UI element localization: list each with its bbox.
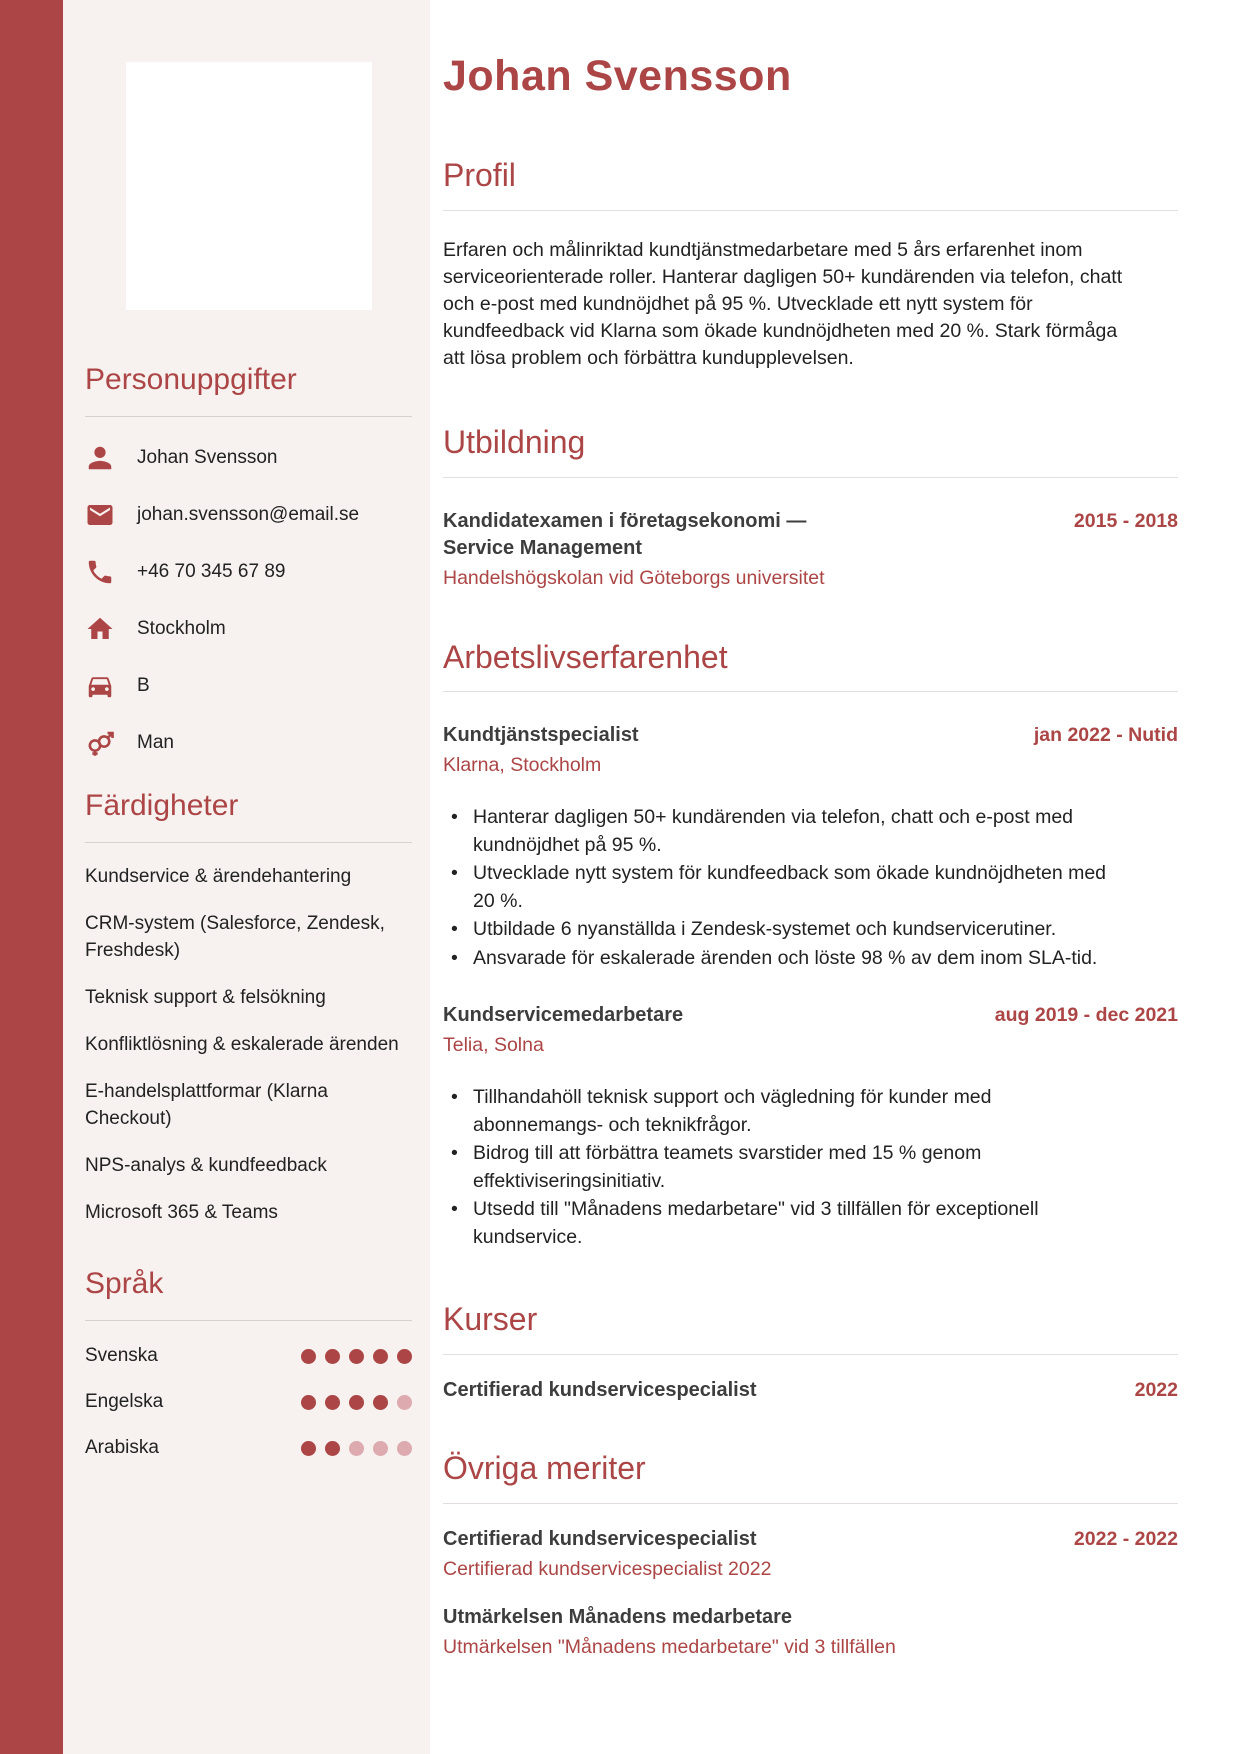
divider bbox=[443, 477, 1178, 478]
section-heading: Utbildning bbox=[443, 423, 586, 460]
language-label: Svenska bbox=[85, 1345, 158, 1366]
skill-item: E-handelsplattformar (Klarna Checkout) bbox=[85, 1081, 328, 1129]
entry-period: aug 2019 - dec 2021 bbox=[994, 1004, 1178, 1027]
entry-title: Kandidatexamen i företagsekonomi — Service Management bbox=[443, 509, 807, 559]
merit-entry bbox=[443, 1526, 1178, 1582]
level-dot-empty bbox=[349, 1441, 364, 1456]
divider bbox=[443, 1354, 1178, 1355]
contact-item-name bbox=[85, 443, 412, 473]
profile-text: Erfaren och målinriktad kundtjänstmedarbetare med 5 års erfarenhet inom serviceorienterade roller. Hanterar dagligen 50+ kundärenden via telefon, chatt och e-post med kundnöjdhet på 95 %. Utvecklade ett nytt system för kundfeedback vid Klarna som ökade kundnöjdheten med 20 %. Stark förmåga att lösa problem och förbättra kundupplevelsen. bbox=[443, 238, 1123, 369]
accent-stripe bbox=[0, 0, 63, 1754]
entry-period: 2022 - 2022 bbox=[1073, 1527, 1178, 1550]
car-icon bbox=[85, 671, 115, 701]
bullet-item: • Utvecklade nytt system för kundfeedback som ökade kundnöjdheten med 20 %. bbox=[443, 860, 1113, 915]
entry-title: Utmärkelsen Månadens medarbetare bbox=[443, 1605, 793, 1628]
divider bbox=[443, 210, 1178, 211]
language-row bbox=[85, 1345, 412, 1367]
bullet-item: • Ansvarade för eskalerade ärenden och löste 98 % av dem inom SLA-tid. bbox=[443, 945, 1113, 973]
contact-item-gender bbox=[85, 728, 412, 758]
contact-label: B bbox=[137, 675, 150, 696]
section-heading: Profil bbox=[443, 157, 516, 193]
contact-label: Johan Svensson bbox=[137, 447, 278, 468]
page-title: Johan Svensson bbox=[443, 52, 792, 100]
level-dot-filled bbox=[325, 1349, 340, 1364]
gender-icon bbox=[85, 728, 115, 758]
sidebar-heading-personal: Personuppgifter bbox=[85, 363, 297, 396]
language-level-dots bbox=[301, 1441, 412, 1456]
entry-subtitle: Utmärkelsen "Månadens medarbetare" vid 3 tillfällen bbox=[443, 1635, 896, 1658]
contact-list bbox=[85, 443, 412, 758]
skill-item: Konfliktlösning & eskalerade ärenden bbox=[85, 1034, 399, 1055]
section-heading: Arbetslivserfarenhet bbox=[443, 638, 728, 675]
section-heading: Kurser bbox=[443, 1301, 538, 1338]
divider bbox=[85, 1320, 412, 1321]
level-dot-filled bbox=[373, 1349, 388, 1364]
language-label: Engelska bbox=[85, 1391, 164, 1412]
section-courses bbox=[443, 1301, 1178, 1404]
level-dot-filled bbox=[301, 1395, 316, 1410]
home-icon bbox=[85, 614, 115, 644]
entry-title: Certifierad kundservicespecialist bbox=[443, 1379, 757, 1402]
section-profile bbox=[443, 157, 1178, 372]
experience-entry bbox=[443, 722, 1178, 778]
experience-bullets bbox=[443, 804, 1178, 972]
section-experience bbox=[443, 639, 1178, 1252]
entry-subtitle: Klarna, Stockholm bbox=[443, 754, 602, 777]
skill-item: NPS-analys & kundfeedback bbox=[85, 1155, 327, 1176]
bullet-item: • Utsedd till "Månadens medarbetare" vid 3 tillfällen för exceptionell kundservice. bbox=[443, 1196, 1113, 1251]
entry-subtitle: Certifierad kundservicespecialist 2022 bbox=[443, 1557, 772, 1580]
contact-label: +46 70 345 67 89 bbox=[137, 561, 286, 582]
person-icon bbox=[85, 443, 115, 473]
level-dot-filled bbox=[349, 1395, 364, 1410]
divider bbox=[443, 691, 1178, 692]
level-dot-filled bbox=[301, 1441, 316, 1456]
divider bbox=[443, 1503, 1178, 1504]
level-dot-filled bbox=[373, 1395, 388, 1410]
level-dot-filled bbox=[325, 1395, 340, 1410]
skill-item: Microsoft 365 & Teams bbox=[85, 1202, 278, 1223]
entry-subtitle: Handelshögskolan vid Göteborgs universitet bbox=[443, 566, 825, 589]
contact-item-email bbox=[85, 500, 412, 530]
experience-entry bbox=[443, 1002, 1178, 1058]
language-row bbox=[85, 1437, 412, 1459]
entry-title: Certifierad kundservicespecialist bbox=[443, 1527, 757, 1550]
experience-bullets bbox=[443, 1084, 1178, 1251]
bullet-item: • Utbildade 6 nyanställda i Zendesk-systemet och kundservicerutiner. bbox=[443, 916, 1113, 944]
language-label: Arabiska bbox=[85, 1437, 159, 1458]
entry-title: Kundservicemedarbetare bbox=[443, 1004, 684, 1027]
level-dot-filled bbox=[349, 1349, 364, 1364]
divider bbox=[85, 416, 412, 417]
sidebar-heading-languages: Språk bbox=[85, 1267, 164, 1300]
contact-label: Man bbox=[137, 732, 174, 753]
contact-label: johan.svensson@email.se bbox=[137, 504, 360, 525]
divider bbox=[85, 842, 412, 843]
entry-period: jan 2022 - Nutid bbox=[1033, 724, 1178, 747]
language-level-dots bbox=[301, 1349, 412, 1364]
sidebar bbox=[63, 0, 430, 1754]
bullet-item: • Bidrog till att förbättra teamets svarstider med 15 % genom effektiviseringsinitiativ. bbox=[443, 1140, 1113, 1195]
photo-placeholder bbox=[126, 62, 372, 310]
main-column bbox=[430, 0, 1241, 1754]
contact-item-license bbox=[85, 671, 412, 701]
level-dot-empty bbox=[397, 1441, 412, 1456]
contact-label: Stockholm bbox=[137, 618, 226, 639]
education-entry bbox=[443, 508, 1178, 591]
entry-subtitle: Telia, Solna bbox=[443, 1034, 544, 1057]
section-other-merits bbox=[443, 1450, 1178, 1660]
level-dot-filled bbox=[301, 1349, 316, 1364]
level-dot-filled bbox=[325, 1441, 340, 1456]
level-dot-empty bbox=[373, 1441, 388, 1456]
contact-item-phone bbox=[85, 557, 412, 587]
section-heading: Övriga meriter bbox=[443, 1450, 646, 1487]
skill-item: CRM-system (Salesforce, Zendesk, Freshdesk) bbox=[85, 913, 385, 961]
language-level-dots bbox=[301, 1395, 412, 1410]
entry-period: 2022 bbox=[1134, 1379, 1178, 1402]
phone-icon bbox=[85, 557, 115, 587]
level-dot-empty bbox=[397, 1395, 412, 1410]
contact-item-city bbox=[85, 614, 412, 644]
level-dot-filled bbox=[397, 1349, 412, 1364]
entry-period: 2015 - 2018 bbox=[1073, 509, 1178, 532]
merit-entry bbox=[443, 1604, 1178, 1660]
section-education bbox=[443, 424, 1178, 591]
email-icon bbox=[85, 500, 115, 530]
entry-title: Kundtjänstspecialist bbox=[443, 724, 639, 747]
language-row bbox=[85, 1391, 412, 1413]
course-entry bbox=[443, 1377, 1178, 1404]
skill-item: Teknisk support & felsökning bbox=[85, 987, 326, 1008]
skill-item: Kundservice & ärendehantering bbox=[85, 866, 352, 887]
sidebar-heading-skills: Färdigheter bbox=[85, 789, 239, 822]
bullet-item: • Hanterar dagligen 50+ kundärenden via telefon, chatt och e-post med kundnöjdhet på 95 %. bbox=[443, 804, 1113, 859]
bullet-item: • Tillhandahöll teknisk support och vägledning för kunder med abonnemangs- och teknikfrågor. bbox=[443, 1084, 1113, 1139]
